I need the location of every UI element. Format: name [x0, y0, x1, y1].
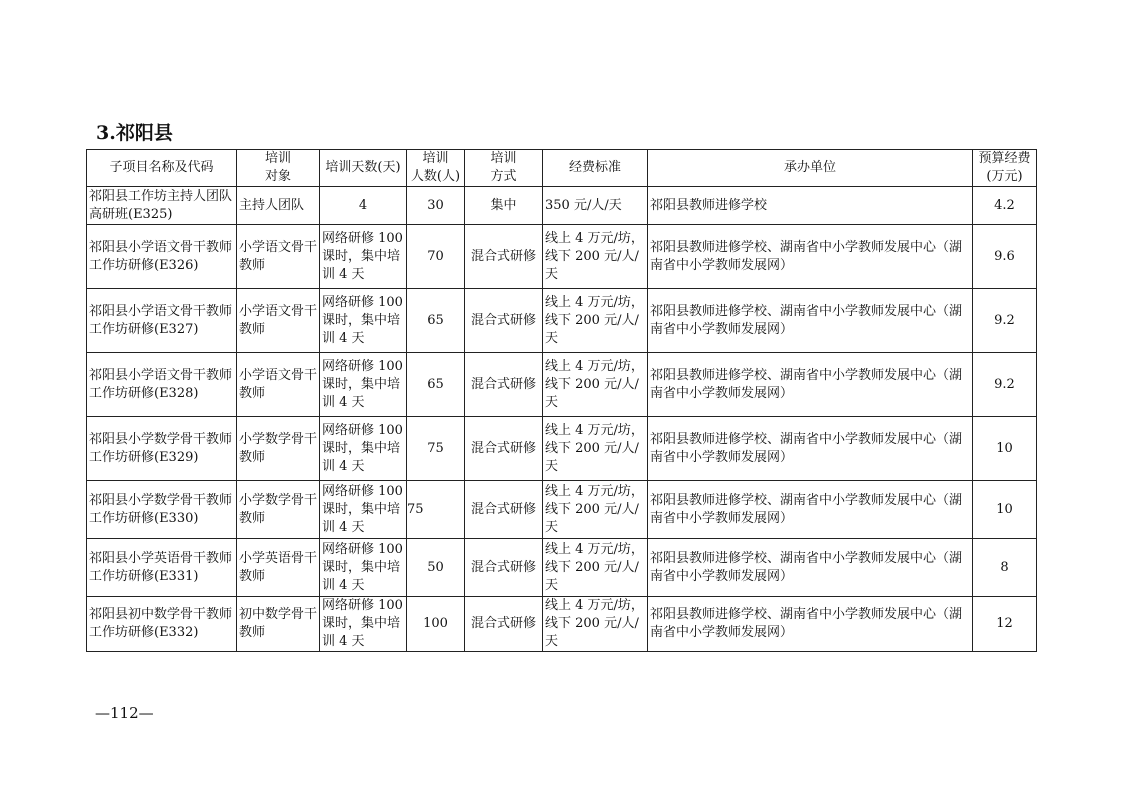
cell-days: 网络研修 100 课时，集中培训 4 天: [320, 353, 407, 417]
header-unit: 承办单位: [648, 150, 973, 187]
cell-budget: 9.2: [973, 289, 1037, 353]
header-mode: 培训 方式: [465, 150, 543, 187]
cell-target: 小学语文骨干教师: [237, 225, 320, 289]
cell-project-name: 祁阳县小学数学骨干教师工作坊研修(E330): [87, 481, 237, 539]
cell-unit: 祁阳县教师进修学校、湖南省中小学教师发展中心（湖南省中小学教师发展网）: [648, 597, 973, 652]
header-budget: 预算经费 (万元): [973, 150, 1037, 187]
cell-mode: 集中: [465, 187, 543, 225]
cell-project-name: 祁阳县小学语文骨干教师工作坊研修(E328): [87, 353, 237, 417]
cell-project-name: 祁阳县小学语文骨干教师工作坊研修(E327): [87, 289, 237, 353]
cell-standard: 线上 4 万元/坊，线下 200 元/人/天: [543, 417, 648, 481]
cell-standard: 线上 4 万元/坊，线下 200 元/人/天: [543, 539, 648, 597]
cell-days: 网络研修 100 课时，集中培训 4 天: [320, 225, 407, 289]
cell-count: 65: [407, 289, 465, 353]
table-row: [87, 481, 1037, 539]
cell-target: 小学语文骨干教师: [237, 289, 320, 353]
cell-budget: 9.6: [973, 225, 1037, 289]
cell-mode: 混合式研修: [465, 289, 543, 353]
cell-count: 100: [407, 597, 465, 652]
cell-project-name: 祁阳县小学语文骨干教师工作坊研修(E326): [87, 225, 237, 289]
cell-unit: 祁阳县教师进修学校、湖南省中小学教师发展中心（湖南省中小学教师发展网）: [648, 539, 973, 597]
header-project-name: 子项目名称及代码: [87, 150, 237, 187]
cell-unit: 祁阳县教师进修学校、湖南省中小学教师发展中心（湖南省中小学教师发展网）: [648, 289, 973, 353]
cell-mode: 混合式研修: [465, 353, 543, 417]
table-row: [87, 225, 1037, 289]
cell-target: 小学语文骨干教师: [237, 353, 320, 417]
table-row: [87, 289, 1037, 353]
cell-count: 75: [407, 481, 465, 539]
cell-project-name: 祁阳县初中数学骨干教师工作坊研修(E332): [87, 597, 237, 652]
header-count: 培训 人数(人): [407, 150, 465, 187]
header-standard: 经费标准: [543, 150, 648, 187]
section-title: 3.祁阳县: [96, 122, 173, 144]
cell-standard: 线上 4 万元/坊，线下 200 元/人/天: [543, 597, 648, 652]
cell-budget: 10: [973, 417, 1037, 481]
cell-mode: 混合式研修: [465, 417, 543, 481]
cell-unit: 祁阳县教师进修学校、湖南省中小学教师发展中心（湖南省中小学教师发展网）: [648, 225, 973, 289]
cell-standard: 线上 4 万元/坊，线下 200 元/人/天: [543, 353, 648, 417]
cell-budget: 4.2: [973, 187, 1037, 225]
cell-days: 网络研修 100 课时，集中培训 4 天: [320, 539, 407, 597]
header-days: 培训天数(天): [320, 150, 407, 187]
cell-standard: 350 元/人/天: [543, 187, 648, 225]
cell-count: 30: [407, 187, 465, 225]
cell-count: 50: [407, 539, 465, 597]
table-row: [87, 187, 1037, 225]
cell-target: 小学数学骨干教师: [237, 417, 320, 481]
cell-budget: 9.2: [973, 353, 1037, 417]
cell-unit: 祁阳县教师进修学校、湖南省中小学教师发展中心（湖南省中小学教师发展网）: [648, 353, 973, 417]
cell-days: 网络研修 100 课时，集中培训 4 天: [320, 289, 407, 353]
cell-target: 小学数学骨干教师: [237, 481, 320, 539]
cell-project-name: 祁阳县小学数学骨干教师工作坊研修(E329): [87, 417, 237, 481]
cell-standard: 线上 4 万元/坊，线下 200 元/人/天: [543, 481, 648, 539]
cell-days: 网络研修 100 课时，集中培训 4 天: [320, 481, 407, 539]
cell-count: 70: [407, 225, 465, 289]
cell-target: 主持人团队: [237, 187, 320, 225]
cell-standard: 线上 4 万元/坊，线下 200 元/人/天: [543, 225, 648, 289]
cell-unit: 祁阳县教师进修学校、湖南省中小学教师发展中心（湖南省中小学教师发展网）: [648, 481, 973, 539]
cell-mode: 混合式研修: [465, 539, 543, 597]
cell-mode: 混合式研修: [465, 481, 543, 539]
training-project-table: [86, 149, 1037, 652]
cell-days: 网络研修 100 课时，集中培训 4 天: [320, 597, 407, 652]
cell-target: 小学英语骨干教师: [237, 539, 320, 597]
cell-budget: 12: [973, 597, 1037, 652]
cell-mode: 混合式研修: [465, 597, 543, 652]
cell-target: 初中数学骨干教师: [237, 597, 320, 652]
cell-unit: 祁阳县教师进修学校: [648, 187, 973, 225]
cell-budget: 8: [973, 539, 1037, 597]
cell-project-name: 祁阳县工作坊主持人团队高研班(E325): [87, 187, 237, 225]
table-header-row: [87, 150, 1037, 187]
table-row: [87, 353, 1037, 417]
table-row: [87, 597, 1037, 652]
cell-mode: 混合式研修: [465, 225, 543, 289]
cell-project-name: 祁阳县小学英语骨干教师工作坊研修(E331): [87, 539, 237, 597]
cell-unit: 祁阳县教师进修学校、湖南省中小学教师发展中心（湖南省中小学教师发展网）: [648, 417, 973, 481]
cell-budget: 10: [973, 481, 1037, 539]
table-row: [87, 417, 1037, 481]
cell-days: 网络研修 100 课时，集中培训 4 天: [320, 417, 407, 481]
page-number: —112—: [95, 704, 154, 722]
cell-standard: 线上 4 万元/坊，线下 200 元/人/天: [543, 289, 648, 353]
cell-count: 75: [407, 417, 465, 481]
header-target: 培训 对象: [237, 150, 320, 187]
cell-days: 4: [320, 187, 407, 225]
cell-count: 65: [407, 353, 465, 417]
table-row: [87, 539, 1037, 597]
